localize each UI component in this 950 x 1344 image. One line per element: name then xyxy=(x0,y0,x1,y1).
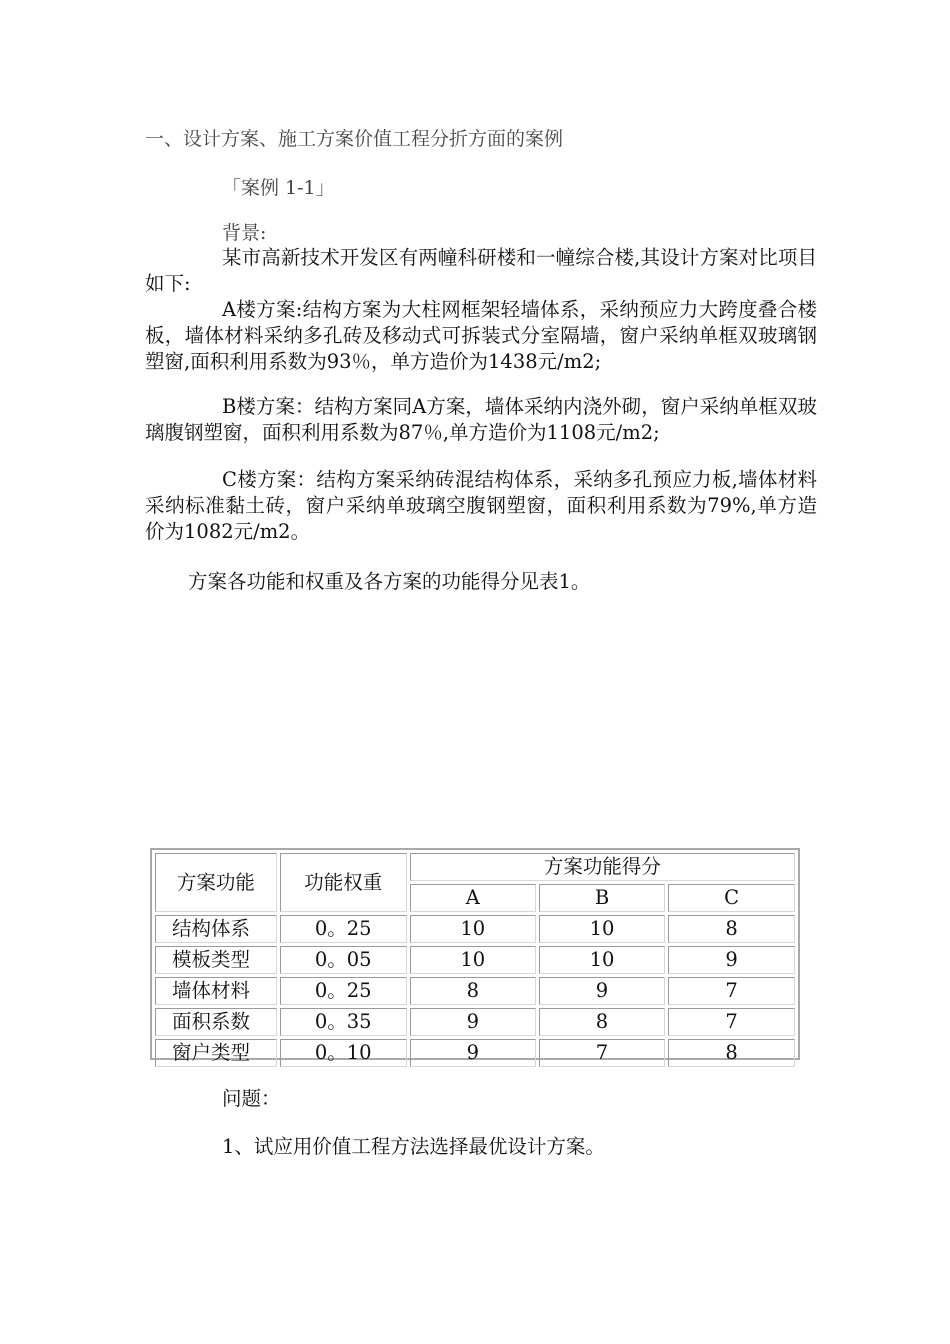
row-score-c: 8 xyxy=(668,1039,795,1067)
row-weight: 0。25 xyxy=(280,977,407,1005)
header-score-a: A xyxy=(410,884,536,912)
row-score-c: 7 xyxy=(668,1008,795,1036)
row-score-b: 10 xyxy=(539,946,665,974)
score-table xyxy=(152,850,798,1070)
table-row xyxy=(155,915,795,943)
plan-a-paragraph: A楼方案:结构方案为大柱网框架轻墙体系，采纳预应力大跨度叠合楼板，墙体材料采纳多孔砖及移动式可拆装式分室隔墙，窗户采纳单框双玻璃钢塑窗,面积利用系数为93％，单方造价为1438元/m2; xyxy=(145,298,817,373)
row-function: 窗户类型 xyxy=(155,1039,277,1067)
row-score-a: 10 xyxy=(410,915,536,943)
row-function: 面积系数 xyxy=(155,1008,277,1036)
row-score-a: 8 xyxy=(410,977,536,1005)
header-weight: 功能权重 xyxy=(280,853,407,912)
case-label: 「案例 1-1」 xyxy=(222,177,335,199)
header-score-c: C xyxy=(668,884,795,912)
section-heading: 一、设计方案、施工方案价值工程分折方面的案例 xyxy=(145,128,564,150)
plan-b-paragraph: B楼方案：结构方案同A方案，墙体采纳内浇外砌，窗户采纳单框双玻璃腹钢塑窗，面积利用系数为87％,单方造价为1108元/m2; xyxy=(145,395,817,444)
question-1: 1、试应用价值工程方法选择最优设计方案。 xyxy=(222,1135,605,1158)
row-function: 结构体系 xyxy=(155,915,277,943)
row-score-c: 7 xyxy=(668,977,795,1005)
plan-c-paragraph: C楼方案：结构方案采纳砖混结构体系，采纳多孔预应力板,墙体材料采纳标准黏土砖，窗户采纳单玻璃空腹钢塑窗，面积利用系数为79%,单方造价为1082元/m2。 xyxy=(145,468,817,543)
row-score-a: 10 xyxy=(410,946,536,974)
row-function: 模板类型 xyxy=(155,946,277,974)
header-scores: 方案功能得分 xyxy=(410,853,795,881)
row-score-a: 9 xyxy=(410,1008,536,1036)
function-score-table xyxy=(150,848,800,1064)
row-function: 墙体材料 xyxy=(155,977,277,1005)
table-row xyxy=(155,946,795,974)
row-score-b: 8 xyxy=(539,1008,665,1036)
question-label: 问题： xyxy=(222,1087,281,1110)
table-intro-text: 方案各功能和权重及各方案的功能得分见表1。 xyxy=(188,570,591,593)
row-weight: 0。25 xyxy=(280,915,407,943)
row-score-c: 9 xyxy=(668,946,795,974)
row-score-b: 9 xyxy=(539,977,665,1005)
table-row xyxy=(155,977,795,1005)
background-label: 背景: xyxy=(222,222,267,244)
row-score-a: 9 xyxy=(410,1039,536,1067)
row-score-b: 10 xyxy=(539,915,665,943)
header-score-b: B xyxy=(539,884,665,912)
row-weight: 0。10 xyxy=(280,1039,407,1067)
row-weight: 0。05 xyxy=(280,946,407,974)
table-header-row xyxy=(155,853,795,881)
table-row xyxy=(155,1008,795,1036)
intro-paragraph: 某市高新技术开发区有两幢科研楼和一幢综合楼,其设计方案对比项目如下: xyxy=(145,246,817,295)
row-score-c: 8 xyxy=(668,915,795,943)
header-function: 方案功能 xyxy=(155,853,277,912)
row-score-b: 7 xyxy=(539,1039,665,1067)
row-weight: 0。35 xyxy=(280,1008,407,1036)
table-row xyxy=(155,1039,795,1067)
